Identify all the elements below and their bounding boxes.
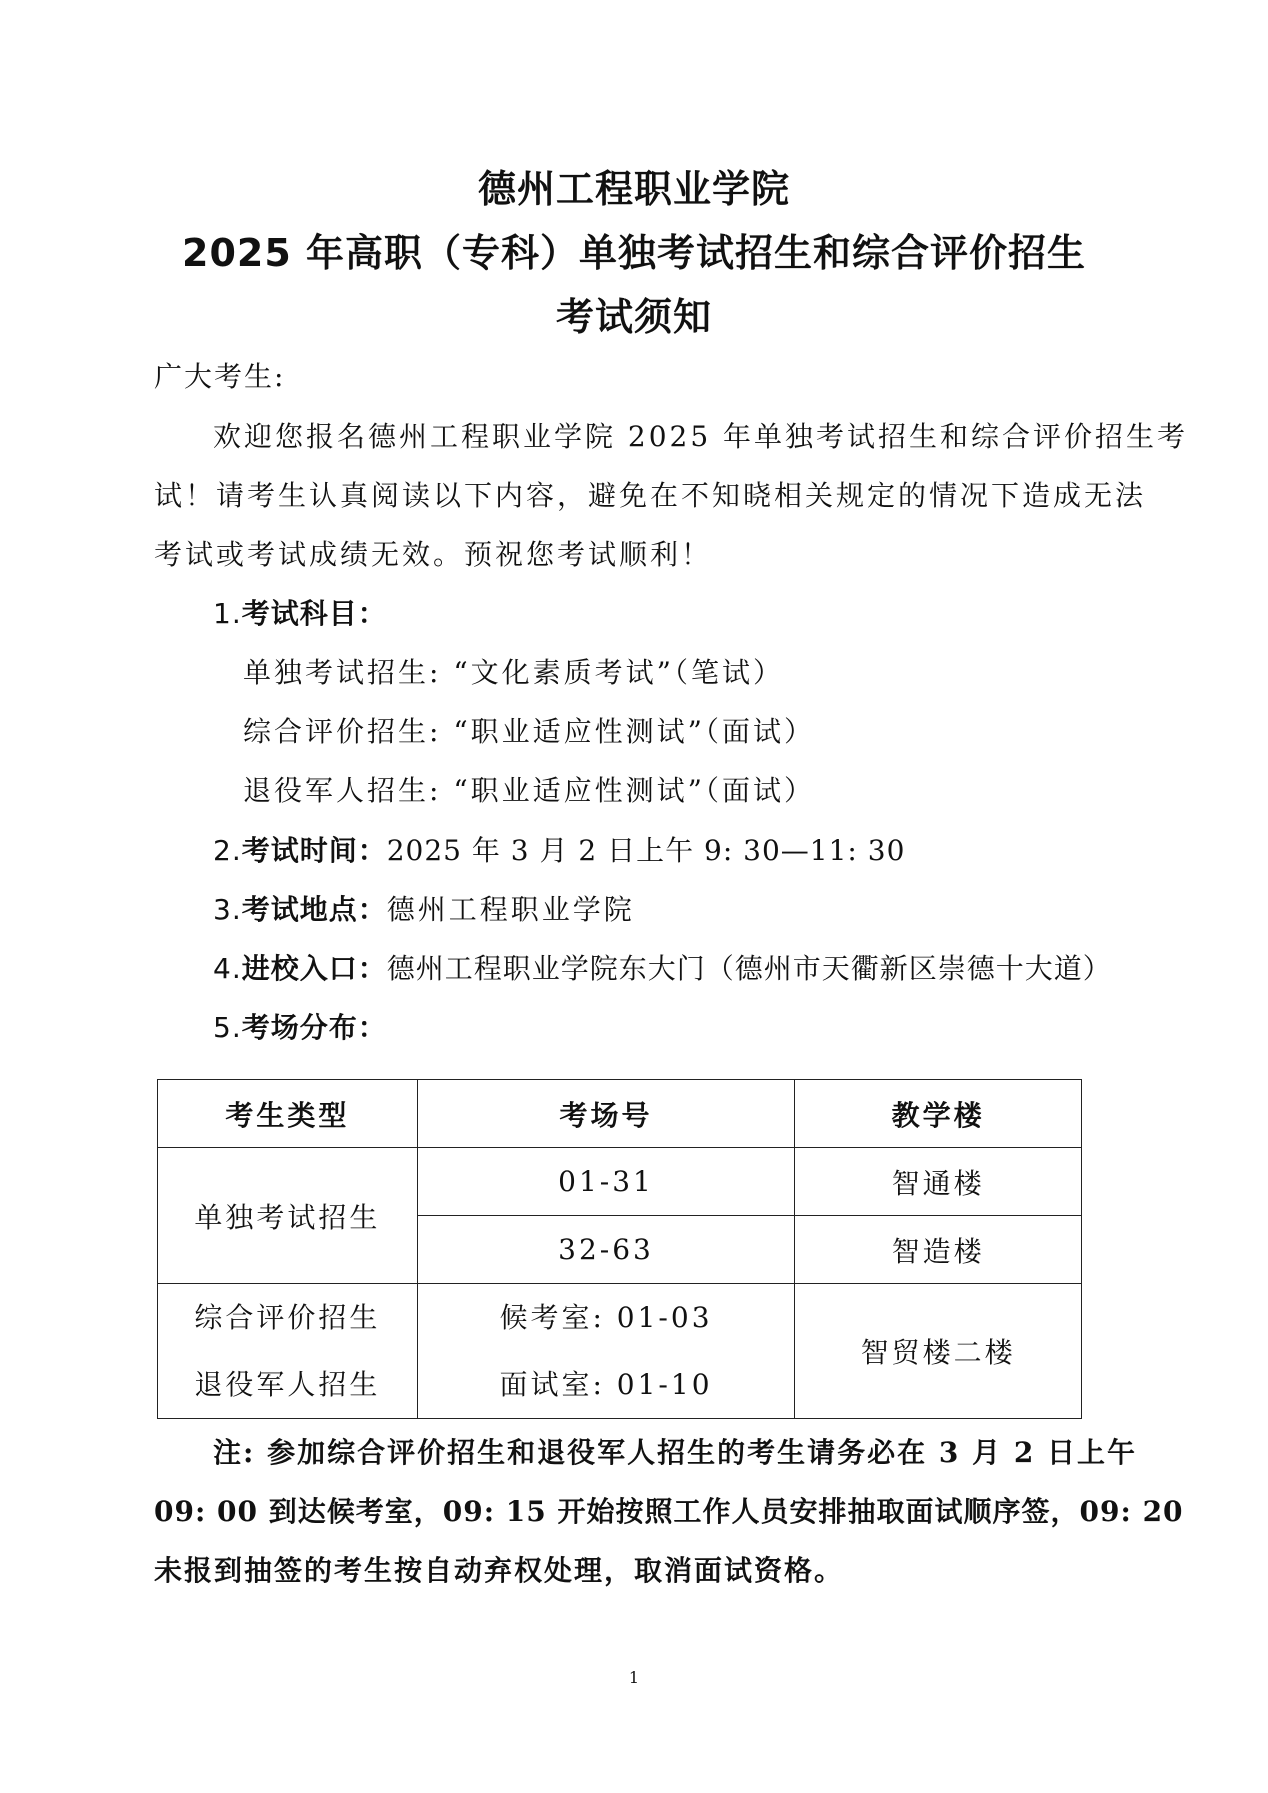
exam-type-cell [158,1284,418,1419]
title-line-3: 考试须知 [555,295,712,339]
item-value: 德州工程职业学院 [386,893,635,926]
room-number-cell: 32-63 [417,1216,795,1284]
intro-line-3: 考试或考试成绩无效。预祝您考试顺利！ [154,538,713,571]
item-value: 2025 年 3 月 2 日上午 9: 30—11: 30 [386,834,906,867]
item-3 [213,888,635,928]
table-header-row [158,1080,1082,1148]
note-line-3: 未报到抽签的考生按自动弃权处理，取消面试资格。 [154,1554,845,1587]
room-number-cell [417,1284,795,1419]
item-5 [213,1006,387,1046]
item-4 [213,947,1112,987]
item-value: 德州工程职业学院东大门（德州市天衢新区崇德十大道） [386,952,1112,985]
building-cell: 智贸楼二楼 [795,1284,1082,1419]
title-line-1: 德州工程职业学院 [477,167,790,211]
header-room-number: 考场号 [417,1080,795,1148]
intro-line-2: 试！请考生认真阅读以下内容，避免在不知晓相关规定的情况下造成无法 [154,479,1147,512]
table-row [158,1284,1082,1419]
item-label: 考试时间： [241,834,387,867]
room-number-cell: 01-31 [417,1148,795,1216]
header-building: 教学楼 [795,1080,1082,1148]
exam-room-table [157,1079,1082,1419]
intro-line-1: 欢迎您报名德州工程职业学院 2025 年单独考试招生和综合评价招生考 [213,420,1189,453]
item-label: 考试科目： [241,597,387,630]
table-row [158,1148,1082,1216]
item-2 [213,829,905,869]
subject-line-2: 综合评价招生: “职业适应性测试”（面试） [243,715,815,748]
item-label: 考试地点： [241,893,387,926]
page-number: 1 [628,1668,640,1687]
exam-type-cell: 单独考试招生 [158,1148,418,1284]
item-number: 1. [213,597,242,630]
note-line-1: 注: 参加综合评价招生和退役军人招生的考生请务必在 3 月 2 日上午 [213,1436,1138,1469]
subject-line-1: 单独考试招生: “文化素质考试”（笔试） [243,656,784,689]
room-number-line: 候考室: 01-03 [499,1301,713,1334]
room-number-line: 面试室: 01-10 [499,1368,713,1401]
item-number: 4. [213,952,242,985]
item-label: 进校入口： [241,952,387,985]
building-cell: 智造楼 [795,1216,1082,1284]
item-number: 2. [213,834,242,867]
item-number: 5. [213,1011,242,1044]
subject-line-3: 退役军人招生: “职业适应性测试”（面试） [243,774,815,807]
exam-type-line: 综合评价招生 [194,1301,381,1334]
header-exam-type: 考生类型 [158,1080,418,1148]
title-line-2: 2025 年高职（专科）单独考试招生和综合评价招生 [182,231,1086,275]
exam-type-line: 退役军人招生 [194,1368,381,1401]
item-1 [213,592,387,632]
building-cell: 智通楼 [795,1148,1082,1216]
greeting: 广大考生: [154,360,286,393]
item-number: 3. [213,893,242,926]
item-label: 考场分布： [241,1011,387,1044]
note-line-2: 09: 00 到达候考室，09: 15 开始按照工作人员安排抽取面试顺序签，09: 20 [154,1495,1184,1528]
